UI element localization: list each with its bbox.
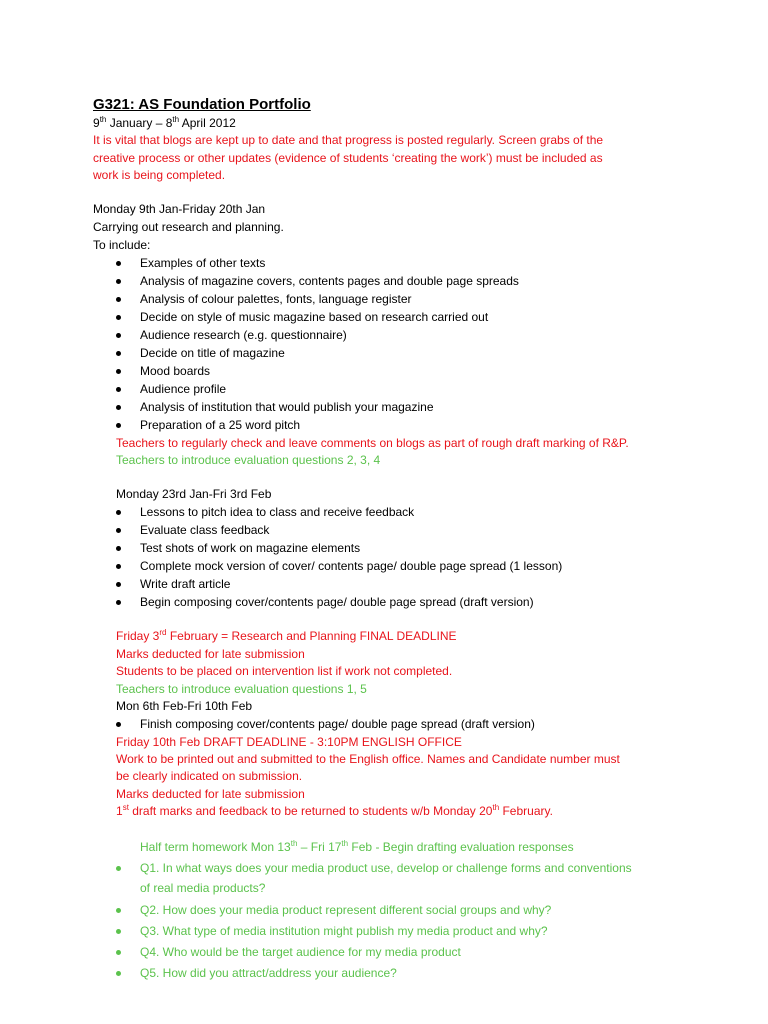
- bullet-dot: [116, 423, 121, 428]
- bullet-dot: [116, 315, 121, 320]
- bullet-dot: [116, 279, 121, 284]
- evaluation-question: Q3. What type of media institution might publish my media product and why?: [140, 924, 548, 938]
- bullet-dot: [116, 582, 121, 587]
- bullet-dot: [116, 929, 121, 934]
- evaluation-question: Q5. How did you attract/address your audience?: [140, 966, 397, 980]
- bullet-dot: [116, 950, 121, 955]
- section-heading: Monday 23rd Jan-Fri 3rd Feb: [116, 487, 272, 501]
- evaluation-question: Q4. Who would be the target audience for my media product: [140, 945, 461, 959]
- date-range: 9th January – 8th April 2012: [93, 115, 236, 130]
- bullet-dot: [116, 297, 121, 302]
- list-item: Preparation of a 25 word pitch: [140, 418, 301, 432]
- list-item: Evaluate class feedback: [140, 523, 270, 537]
- list-item: Analysis of institution that would publish your magazine: [140, 400, 434, 414]
- evaluation-note: Teachers to introduce evaluation questions 2, 3, 4: [116, 453, 381, 467]
- list-item: Finish composing cover/contents page/ double page spread (draft version): [140, 717, 535, 731]
- bullet-dot: [116, 333, 121, 338]
- bullet-dot: [116, 528, 121, 533]
- feedback-note: 1st draft marks and feedback to be returned to students w/b Monday 20th February.: [116, 803, 553, 818]
- list-item: Audience research (e.g. questionnaire): [140, 328, 347, 342]
- bullet-dot: [116, 564, 121, 569]
- list-item: Examples of other texts: [140, 256, 266, 270]
- bullet-dot: [116, 600, 121, 605]
- halfterm-heading: Half term homework Mon 13th – Fri 17th Feb - Begin drafting evaluation responses: [140, 839, 574, 854]
- bullet-dot: [116, 908, 121, 913]
- list-item: Analysis of colour palettes, fonts, language register: [140, 292, 412, 306]
- section-subheading: Carrying out research and planning.: [93, 220, 284, 234]
- bullet-dot: [116, 546, 121, 551]
- list-item: Write draft article: [140, 577, 231, 591]
- bullet-dot: [116, 971, 121, 976]
- bullet-dot: [116, 369, 121, 374]
- submission-note: Work to be printed out and submitted to the English office. Names and Candidate number must: [116, 752, 620, 766]
- list-item: Audience profile: [140, 382, 227, 396]
- list-item: Decide on style of music magazine based on research carried out: [140, 310, 489, 324]
- section-heading: Mon 6th Feb-Fri 10th Feb: [116, 699, 253, 713]
- list-item: Complete mock version of cover/ contents page/ double page spread (1 lesson): [140, 559, 563, 573]
- list-item: Mood boards: [140, 364, 211, 378]
- late-penalty-note: Marks deducted for late submission: [116, 647, 305, 661]
- teacher-note: Teachers to regularly check and leave comments on blogs as part of rough draft marking of R&P.: [116, 436, 629, 450]
- intro-line: work is being completed.: [93, 168, 226, 182]
- list-item: Lessons to pitch idea to class and receive feedback: [140, 505, 415, 519]
- intro-line: creative process or other updates (evidence of students ‘creating the work’) must be included as: [93, 151, 603, 165]
- deadline-line: Friday 3rd February = Research and Planning FINAL DEADLINE: [116, 628, 457, 643]
- intro-line: It is vital that blogs are kept up to date and that progress is posted regularly. Screen grabs of the: [93, 133, 604, 147]
- list-item: Begin composing cover/contents page/ double page spread (draft version): [140, 595, 534, 609]
- intervention-note: Students to be placed on intervention list if work not completed.: [116, 664, 453, 678]
- list-item: Analysis of magazine covers, contents pages and double page spreads: [140, 274, 519, 288]
- evaluation-note: Teachers to introduce evaluation questions 1, 5: [116, 682, 367, 696]
- bullet-dot: [116, 722, 121, 727]
- evaluation-question: Q2. How does your media product represent different social groups and why?: [140, 903, 552, 917]
- deadline-line: Friday 10th Feb DRAFT DEADLINE - 3:10PM ENGLISH OFFICE: [116, 735, 462, 749]
- evaluation-question-continued: of real media products?: [140, 881, 266, 895]
- bullet-dot: [116, 261, 121, 266]
- list-item: Test shots of work on magazine elements: [140, 541, 361, 555]
- bullet-dot: [116, 510, 121, 515]
- late-penalty-note: Marks deducted for late submission: [116, 787, 305, 801]
- bullet-dot: [116, 405, 121, 410]
- submission-note: be clearly indicated on submission.: [116, 769, 303, 783]
- bullet-dot: [116, 387, 121, 392]
- section-heading: Monday 9th Jan-Friday 20th Jan: [93, 202, 266, 216]
- bullet-dot: [116, 351, 121, 356]
- document-title: G321: AS Foundation Portfolio: [93, 96, 311, 113]
- bullet-dot: [116, 866, 121, 871]
- include-label: To include:: [93, 238, 151, 252]
- evaluation-question: Q1. In what ways does your media product use, develop or challenge forms and conventions: [140, 861, 632, 875]
- list-item: Decide on title of magazine: [140, 346, 285, 360]
